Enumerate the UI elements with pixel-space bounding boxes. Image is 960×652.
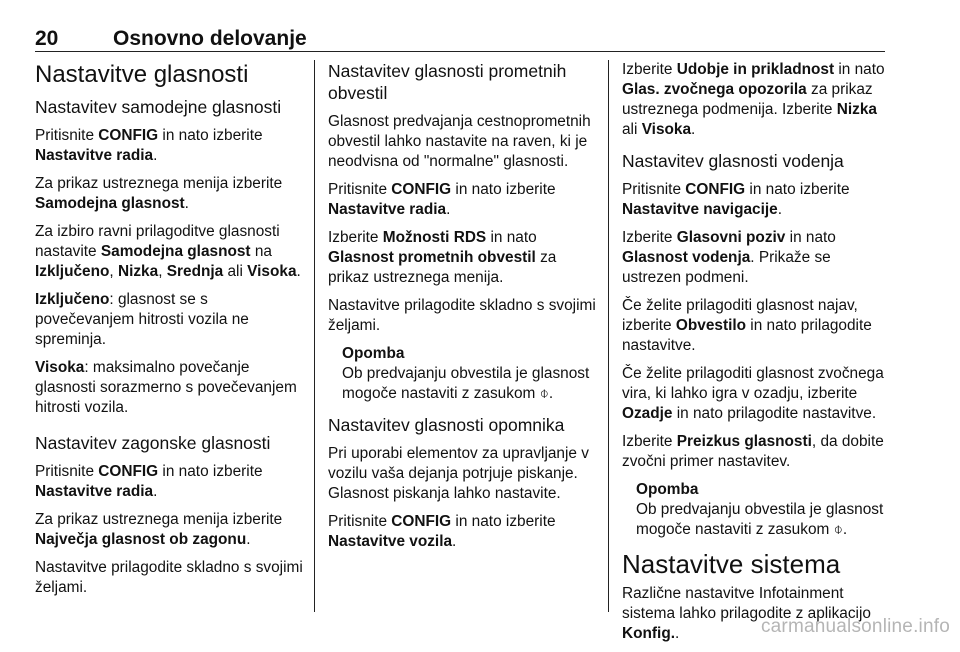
column-divider: [314, 60, 315, 612]
column-1: [35, 60, 305, 606]
paragraph: Pritisnite CONFIG in nato izberite Nastavitve navigacije.: [622, 181, 850, 218]
paragraph: Nastavitve prilagodite skladno s svojimi željami.: [328, 297, 596, 334]
column-divider: [608, 60, 609, 612]
subsection-heading: Nastavitev zagonske glasnosti: [35, 433, 271, 453]
subsection-heading: Nastavitev glasnosti prometnih obvestil: [328, 61, 567, 103]
paragraph: Nastavitve prilagodite skladno s svojimi željami.: [35, 559, 303, 596]
paragraph: Izberite Glasovni poziv in nato Glasnost vodenja. Prikaže se ustrezen podmeni.: [622, 229, 836, 286]
note-title: Opomba: [636, 481, 699, 498]
paragraph: Pritisnite CONFIG in nato izberite Nastavitve radia.: [35, 463, 263, 500]
paragraph: Visoka: maksimalno povečanje glasnosti sorazmerno s povečevanjem hitrosti vozila.: [35, 359, 297, 416]
header-divider: [35, 51, 885, 52]
note-box: [636, 480, 890, 540]
subsection-heading: Nastavitev samodejne glasnosti: [35, 97, 282, 117]
section-heading: Nastavitve sistema: [622, 549, 841, 579]
paragraph: Za prikaz ustreznega menija izberite Samodejna glasnost.: [35, 175, 283, 212]
note-box: [342, 344, 598, 404]
paragraph: Izberite Udobje in prikladnost in nato Glas. zvočnega opozorila za prikaz ustreznega podmenija. Izberite Nizka ali Visoka.: [622, 61, 885, 138]
page-number: 20: [35, 27, 59, 50]
paragraph: Za izbiro ravni prilagoditve glasnosti nastavite Samodejna glasnost na Izključeno, Nizka, Srednja ali Visoka.: [35, 223, 301, 280]
paragraph: Pritisnite CONFIG in nato izberite Nastavitve vozila.: [328, 513, 556, 550]
note-text: Ob predvajanju obvestila je glasnost mogoče nastaviti z zasukom ⌽.: [342, 365, 590, 402]
paragraph: Če želite prilagoditi glasnost zvočnega vira, ki lahko igra v ozadju, izberite Ozadje in nato prilagodite nastavitve.: [622, 365, 884, 422]
paragraph: Če želite prilagoditi glasnost najav, izberite Obvestilo in nato prilagodite nastavitve.: [622, 297, 872, 354]
column-2: [328, 60, 598, 560]
paragraph: Glasnost predvajanja cestnoprometnih obvestil lahko nastavite na raven, ki je neodvisna od "normalne" glasnosti.: [328, 113, 591, 170]
paragraph: Pritisnite CONFIG in nato izberite Nastavitve radia.: [35, 127, 263, 164]
note-text: Ob predvajanju obvestila je glasnost mogoče nastaviti z zasukom ⌽.: [636, 501, 884, 538]
paragraph: Izključeno: glasnost se s povečevanjem hitrosti vozila ne spreminja.: [35, 291, 249, 348]
subsection-heading: Nastavitev glasnosti opomnika: [328, 415, 565, 435]
paragraph: Izberite Preizkus glasnosti, da dobite zvočni primer nastavitev.: [622, 433, 884, 470]
watermark: carmanualsonline.info: [760, 616, 950, 637]
paragraph: Pri uporabi elementov za upravljanje v vozilu vaša dejanja potrjuje piskanje. Glasnost piskanja lahko nastavite.: [328, 445, 589, 502]
chapter-title: Osnovno delovanje: [113, 27, 307, 50]
paragraph: Različne nastavitve Infotainment sistema lahko prilagodite z aplikacijo Konfig..: [622, 585, 871, 642]
subsection-heading: Nastavitev glasnosti vodenja: [622, 151, 844, 171]
section-heading: Nastavitve glasnosti: [35, 61, 249, 88]
paragraph: Izberite Možnosti RDS in nato Glasnost prometnih obvestil za prikaz ustreznega menija.: [328, 229, 557, 286]
paragraph: Za prikaz ustreznega menija izberite Največja glasnost ob zagonu.: [35, 511, 283, 548]
note-title: Opomba: [342, 345, 405, 362]
paragraph: Pritisnite CONFIG in nato izberite Nastavitve radia.: [328, 181, 556, 218]
column-3: [622, 60, 890, 652]
